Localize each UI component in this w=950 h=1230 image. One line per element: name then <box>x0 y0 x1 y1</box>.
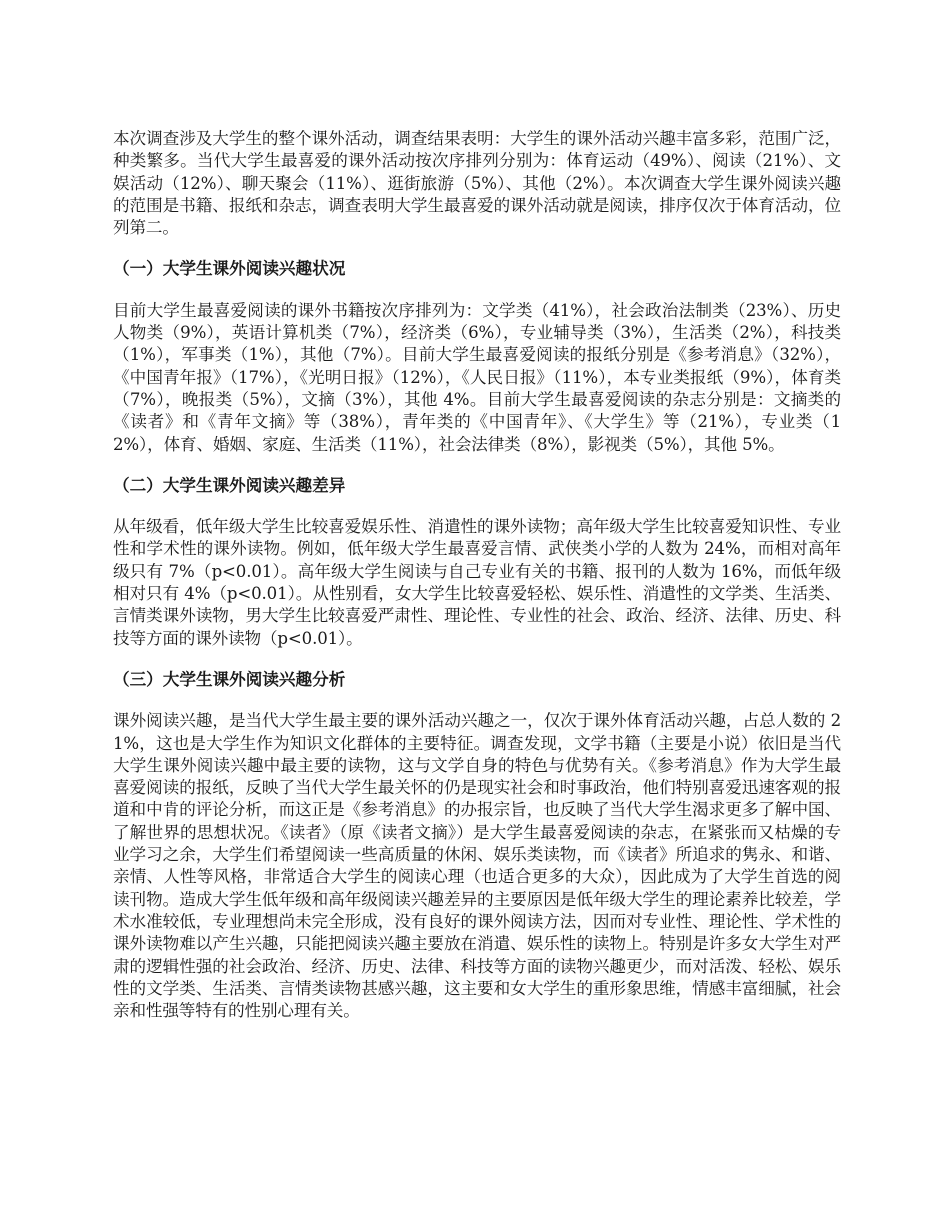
section-body-analysis: 课外阅读兴趣，是当代大学生最主要的课外活动兴趣之一，仅次于课外体育活动兴趣，占总人数的 21%，这也是大学生作为知识文化群体的主要特征。调查发现，文学书籍（主要是小说）依旧是当代大学生课外阅读兴趣中最主要的读物，这与文学自身的特色与优势有关。《参考消息》作为大学生最喜爱阅读的报纸，反映了当代大学生最关怀的仍是现实社会和时事政治，他们特别喜爱迅速客观的报道和中肯的评论分析，而这正是《参考消息》的办报宗旨，也反映了当代大学生渴求更多了解中国、了解世界的思想状况。《读者》（原《读者文摘》）是大学生最喜爱阅读的杂志，在紧张而又枯燥的专业学习之余，大学生们希望阅读一些高质量的休闲、娱乐类读物，而《读者》所追求的隽永、和谐、亲情、人性等风格，非常适合大学生的阅读心理（也适合更多的大众），因此成为了大学生首选的阅读刊物。造成大学生低年级和高年级阅读兴趣差异的主要原因是低年级大学生的理论素养比较差，学术水准较低，专业理想尚未完全形成，没有良好的课外阅读方法，因而对专业性、理论性、学术性的课外读物难以产生兴趣，只能把阅读兴趣主要放在消遣、娱乐性的读物上。特别是许多女大学生对严肃的逻辑性强的社会政治、经济、历史、法律、科技等方面的读物兴趣更少，而对活泼、轻松、娱乐性的文学类、生活类、言情类读物甚感兴趣，这主要和女大学生的重形象思维，情感丰富细腻，社会亲和性强等特有的性别心理有关。 <box>113 711 841 1021</box>
section-body-differences: 从年级看，低年级大学生比较喜爱娱乐性、消遣性的课外读物；高年级大学生比较喜爱知识性、专业性和学术性的课外读物。例如，低年级大学生最喜爱言情、武侠类小学的人数为 24%，而相对高年级只有 7%（p<0.01）。高年级大学生阅读与自己专业有关的书籍、报刊的人数为 16%，而低年级相对只有 4%（p<0.01）。从性别看，女大学生比较喜爱轻松、娱乐性、消遣性的文学类、生活类、言情类课外读物，男大学生比较喜爱严肃性、理论性、专业性的社会、政治、经济、法律、历史、科技等方面的课外读物（p<0.01）。 <box>113 517 841 648</box>
intro-paragraph: 本次调查涉及大学生的整个课外活动，调查结果表明：大学生的课外活动兴趣丰富多彩，范围广泛，种类繁多。当代大学生最喜爱的课外活动按次序排列分别为：体育运动（49%）、阅读（21%）、文娱活动（12%）、聊天聚会（11%）、逛街旅游（5%）、其他（2%）。本次调查大学生课外阅读兴趣的范围是书籍、报纸和杂志，调查表明大学生最喜爱的课外活动就是阅读，排序仅次于体育活动，位列第二。 <box>113 129 841 238</box>
section-body-status: 目前大学生最喜爱阅读的课外书籍按次序排列为：文学类（41%），社会政治法制类（23%）、历史人物类（9%），英语计算机类（7%），经济类（6%），专业辅导类（3%），生活类（2%），科技类（1%），军事类（1%），其他（7%）。目前大学生最喜爱阅读的报纸分别是《参考消息》（32%），《中国青年报》（17%），《光明日报》（12%），《人民日报》（11%），本专业类报纸（9%），体育类（7%），晚报类（5%），文摘（3%），其他 4%。目前大学生最喜爱阅读的杂志分别是：文摘类的《读者》和《青年文摘》等（38%），青年类的《中国青年》、《大学生》等（21%），专业类（12%），体育、婚姻、家庭、生活类（11%），社会法律类（8%），影视类（5%），其他 5%。 <box>113 300 841 454</box>
document-page <box>113 128 841 1022</box>
section-heading-analysis: （三）大学生课外阅读兴趣分析 <box>113 668 346 689</box>
section-heading-status: （一）大学生课外阅读兴趣状况 <box>113 258 346 279</box>
section-heading-differences: （二）大学生课外阅读兴趣差异 <box>113 474 346 495</box>
